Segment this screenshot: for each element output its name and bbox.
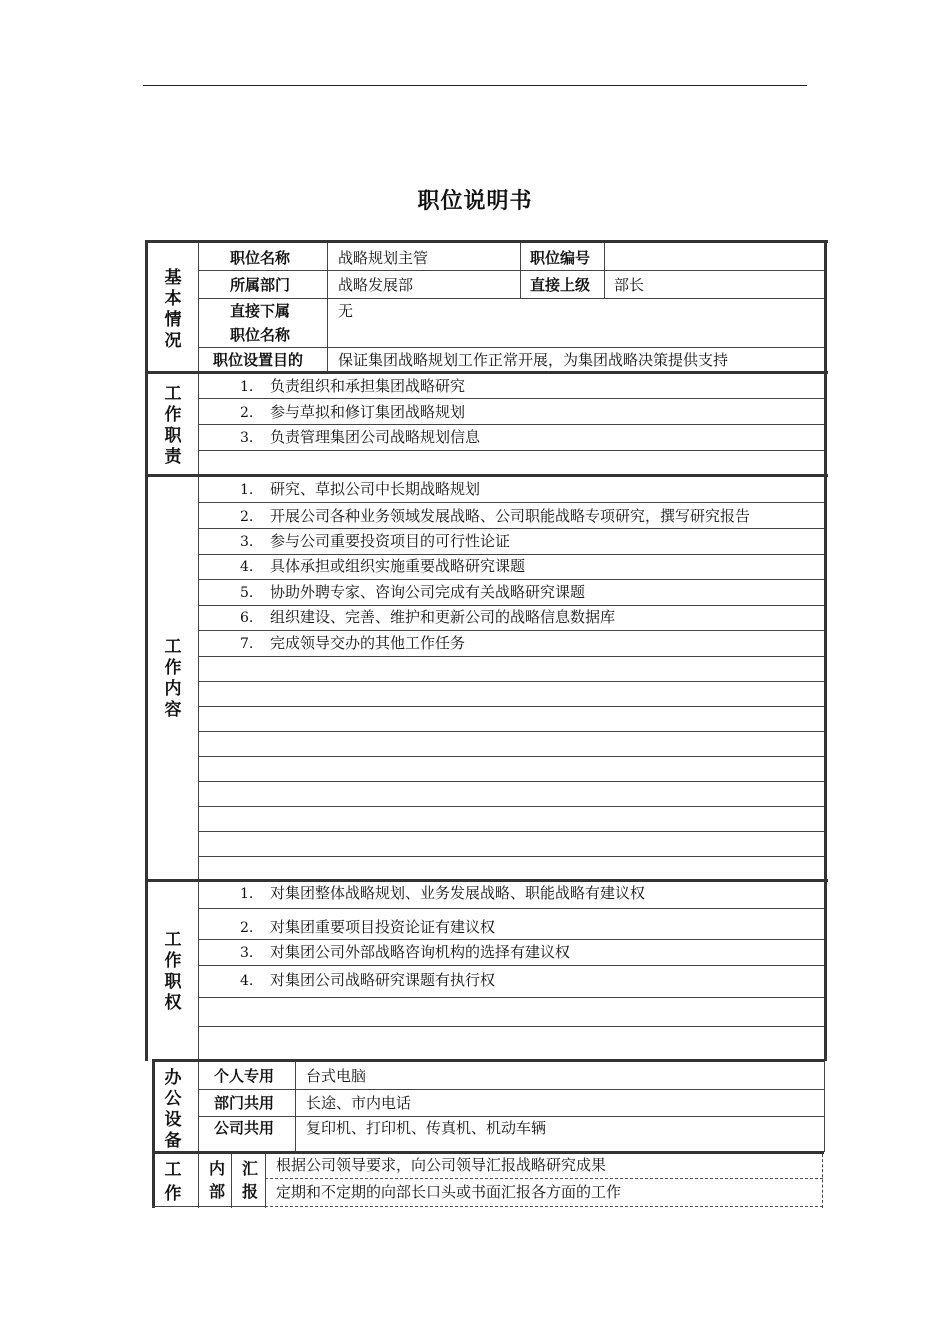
content-item: 6. 组织建设、完善、维护和更新公司的战略信息数据库 (240, 608, 616, 626)
authority-item: 3. 对集团公司外部战略咨询机构的选择有建议权 (240, 943, 571, 961)
table-top-border (145, 240, 828, 243)
equipment-department-value: 长途、市内电话 (306, 1094, 412, 1112)
row-line (198, 298, 824, 299)
content-item: 7. 完成领导交办的其他工作任务 (240, 634, 466, 652)
row-line (198, 939, 824, 940)
duty-item: 2. 参与草拟和修订集团战略规划 (240, 403, 466, 421)
row-line (198, 398, 824, 399)
duty-item: 3. 负责管理集团公司战略规划信息 (240, 428, 481, 446)
row-line (198, 347, 824, 348)
section-divider (198, 243, 199, 1208)
row-line (198, 554, 824, 555)
subordinate-value: 无 (338, 302, 354, 320)
row-line (198, 1089, 824, 1090)
superior-label: 直接上级 (530, 276, 591, 294)
section-label-relations: 工 作 (164, 1160, 182, 1204)
content-item: 2. 开展公司各种业务领域发展战略、公司职能战略专项研究，撰写研究报告 (240, 507, 751, 525)
row-line (198, 579, 824, 580)
row-line (198, 605, 824, 606)
row-line (198, 656, 824, 657)
row-line (198, 630, 824, 631)
section-line (145, 474, 828, 477)
position-name-value: 战略规划主管 (338, 249, 429, 267)
relations-col-divider (265, 1154, 266, 1208)
row-line (198, 1116, 824, 1117)
row-line (198, 681, 824, 682)
row-line (198, 706, 824, 707)
report-label: 汇 报 (241, 1159, 258, 1201)
row-line (198, 856, 824, 857)
row-line-dashed (265, 1206, 823, 1207)
basic-col-divider (327, 243, 328, 372)
row-line (198, 270, 824, 271)
position-name-label: 职位名称 (230, 249, 291, 267)
equipment-department-label: 部门共用 (214, 1094, 275, 1112)
purpose-label: 职位设置目的 (213, 351, 304, 369)
equipment-personal-label: 个人专用 (214, 1067, 275, 1085)
section-line (152, 1059, 824, 1062)
authority-item: 2. 对集团重要项目投资论证有建议权 (240, 918, 496, 936)
duty-item: 1. 负责组织和承担集团战略研究 (240, 377, 466, 395)
row-line (198, 908, 824, 909)
row-line-dashed (265, 1178, 823, 1179)
subordinate-label: 直接下属 (230, 302, 291, 320)
section-label-equipment: 办 公 设 备 (164, 1068, 182, 1151)
row-line (198, 450, 824, 451)
section-label-authority: 工 作 职 权 (164, 930, 182, 1013)
department-label: 所属部门 (230, 276, 291, 294)
relations-item: 定期和不定期的向部长口头或书面汇报各方面的工作 (276, 1183, 622, 1201)
row-line (198, 731, 824, 732)
superior-value: 部长 (614, 276, 645, 294)
row-line (152, 1206, 265, 1207)
subordinate-label-2: 职位名称 (230, 326, 291, 344)
section-label-basic: 基 本 情 况 (164, 268, 182, 351)
equipment-col-divider (295, 1061, 296, 1152)
row-line (198, 831, 824, 832)
content-item: 4. 具体承担或组织实施重要战略研究课题 (240, 557, 526, 575)
row-line (198, 806, 824, 807)
department-value: 战略发展部 (338, 276, 414, 294)
row-line (198, 502, 824, 503)
table-right-border (824, 240, 827, 1061)
section-line (152, 1151, 824, 1154)
purpose-value: 保证集团战略规划工作正常开展，为集团战略决策提供支持 (338, 351, 729, 369)
relations-right-border (822, 1154, 823, 1208)
row-line (198, 756, 824, 757)
relations-item: 根据公司领导要求，向公司领导汇报战略研究成果 (276, 1156, 607, 1174)
content-item: 5. 协助外聘专家、咨询公司完成有关战略研究课题 (240, 583, 586, 601)
relations-col-divider (231, 1154, 232, 1208)
section-label-content: 工 作 内 容 (164, 637, 182, 720)
equipment-right-border (824, 1061, 825, 1152)
section-line (145, 371, 828, 374)
header-rule (143, 85, 807, 86)
authority-item: 1. 对集团整体战略规划、业务发展战略、职能战略有建议权 (240, 884, 646, 902)
section-label-duties: 工 作 职 责 (164, 384, 182, 467)
content-item: 1. 研究、草拟公司中长期战略规划 (240, 480, 481, 498)
authority-item: 4. 对集团公司战略研究课题有执行权 (240, 971, 496, 989)
table-left-border (145, 240, 148, 1061)
document-title: 职位说明书 (417, 189, 533, 214)
row-line (198, 424, 824, 425)
row-line (198, 528, 824, 529)
equipment-personal-value: 台式电脑 (306, 1067, 367, 1085)
row-line (198, 781, 824, 782)
section-line (145, 879, 828, 882)
position-code-label: 职位编号 (530, 249, 591, 267)
row-line (198, 997, 824, 998)
equipment-company-label: 公司共用 (214, 1119, 275, 1137)
row-line (198, 965, 824, 966)
row-line (198, 1026, 824, 1027)
equipment-company-value: 复印机、打印机、传真机、机动车辆 (306, 1119, 547, 1137)
content-item: 3. 参与公司重要投资项目的可行性论证 (240, 532, 511, 550)
internal-label: 内 部 (208, 1159, 225, 1201)
